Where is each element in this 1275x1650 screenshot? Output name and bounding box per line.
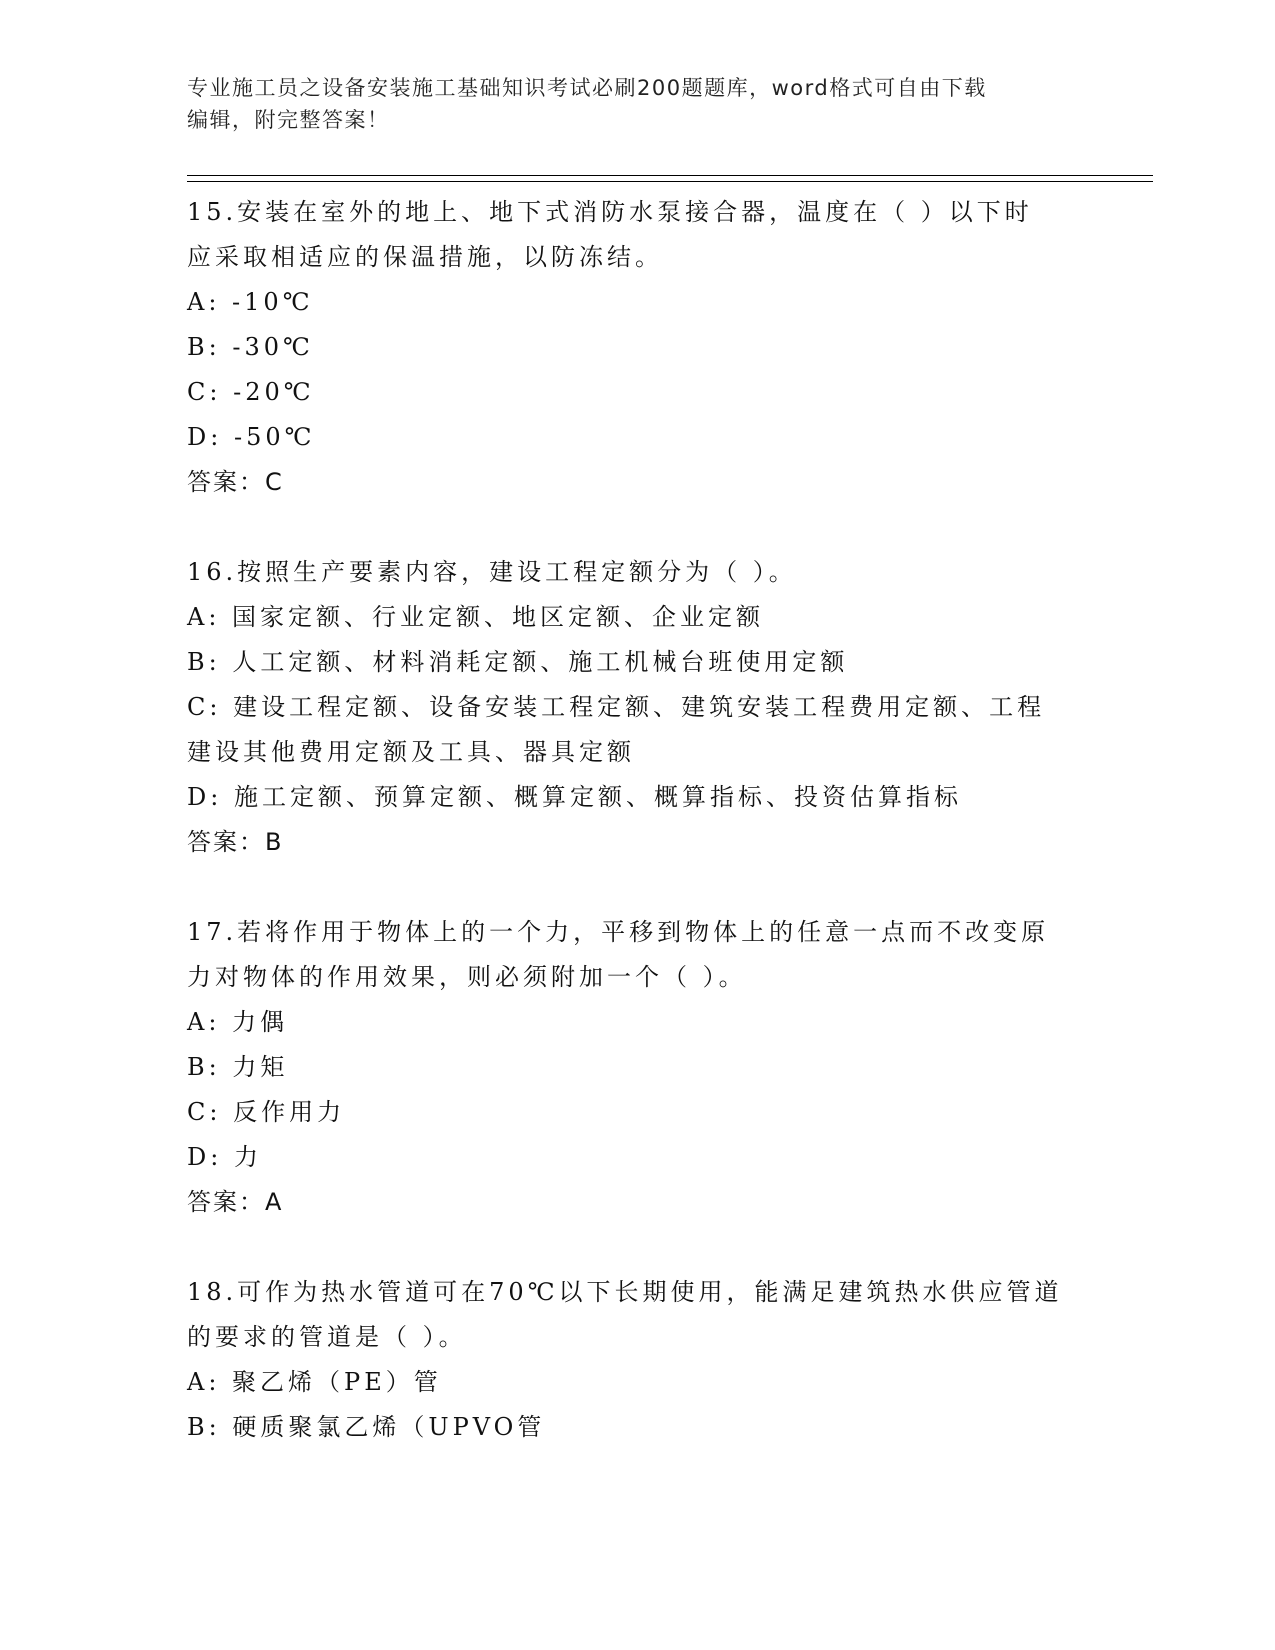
answer: 答案：C — [187, 468, 284, 496]
header-title-line-2: 编辑，附完整答案！ — [187, 108, 390, 132]
question-stem: 16.按照生产要素内容，建设工程定额分为（ ）。 — [187, 558, 797, 586]
option-d: D: 施工定额、预算定额、概算定额、概算指标、投资估算指标 — [187, 783, 962, 811]
option-a: A: -10℃ — [187, 288, 314, 316]
document-header — [187, 72, 1067, 136]
option-c-continued: 建设其他费用定额及工具、器具定额 — [187, 738, 635, 766]
question-list — [187, 190, 1087, 1495]
answer: 答案：A — [187, 1188, 284, 1216]
question-17 — [187, 910, 1087, 1225]
option-a: A: 国家定额、行业定额、地区定额、企业定额 — [187, 603, 765, 631]
option-a: A: 聚乙烯（PE）管 — [187, 1368, 442, 1396]
question-stem: 18.可作为热水管道可在70℃以下长期使用，能满足建筑热水供应管道 — [187, 1278, 1063, 1306]
answer: 答案：B — [187, 828, 284, 856]
question-15 — [187, 190, 1087, 505]
question-stem: 应采取相适应的保温措施，以防冻结。 — [187, 243, 663, 271]
header-divider-top — [187, 175, 1153, 176]
option-d: D: -50℃ — [187, 423, 316, 451]
option-c: C: 建设工程定额、设备安装工程定额、建筑安装工程费用定额、工程 — [187, 693, 1046, 721]
question-stem: 17.若将作用于物体上的一个力，平移到物体上的任意一点而不改变原 — [187, 918, 1050, 946]
question-stem: 15.安装在室外的地上、地下式消防水泵接合器，温度在（ ）以下时 — [187, 198, 1033, 226]
header-title-line-1: 专业施工员之设备安装施工基础知识考试必刷200题题库，word格式可自由下载 — [187, 76, 987, 100]
option-c: C: 反作用力 — [187, 1098, 346, 1126]
option-b: B: 硬质聚氯乙烯（UPVO管 — [187, 1413, 546, 1441]
option-c: C: -20℃ — [187, 378, 315, 406]
question-stem: 的要求的管道是（ ）。 — [187, 1323, 467, 1351]
question-18 — [187, 1270, 1087, 1450]
option-d: D: 力 — [187, 1143, 262, 1171]
option-b: B: 人工定额、材料消耗定额、施工机械台班使用定额 — [187, 648, 849, 676]
option-b: B: -30℃ — [187, 333, 314, 361]
option-a: A: 力偶 — [187, 1008, 289, 1036]
question-stem: 力对物体的作用效果，则必须附加一个（ ）。 — [187, 963, 747, 991]
header-divider-bottom — [187, 181, 1153, 182]
option-b: B: 力矩 — [187, 1053, 289, 1081]
question-16 — [187, 550, 1087, 865]
